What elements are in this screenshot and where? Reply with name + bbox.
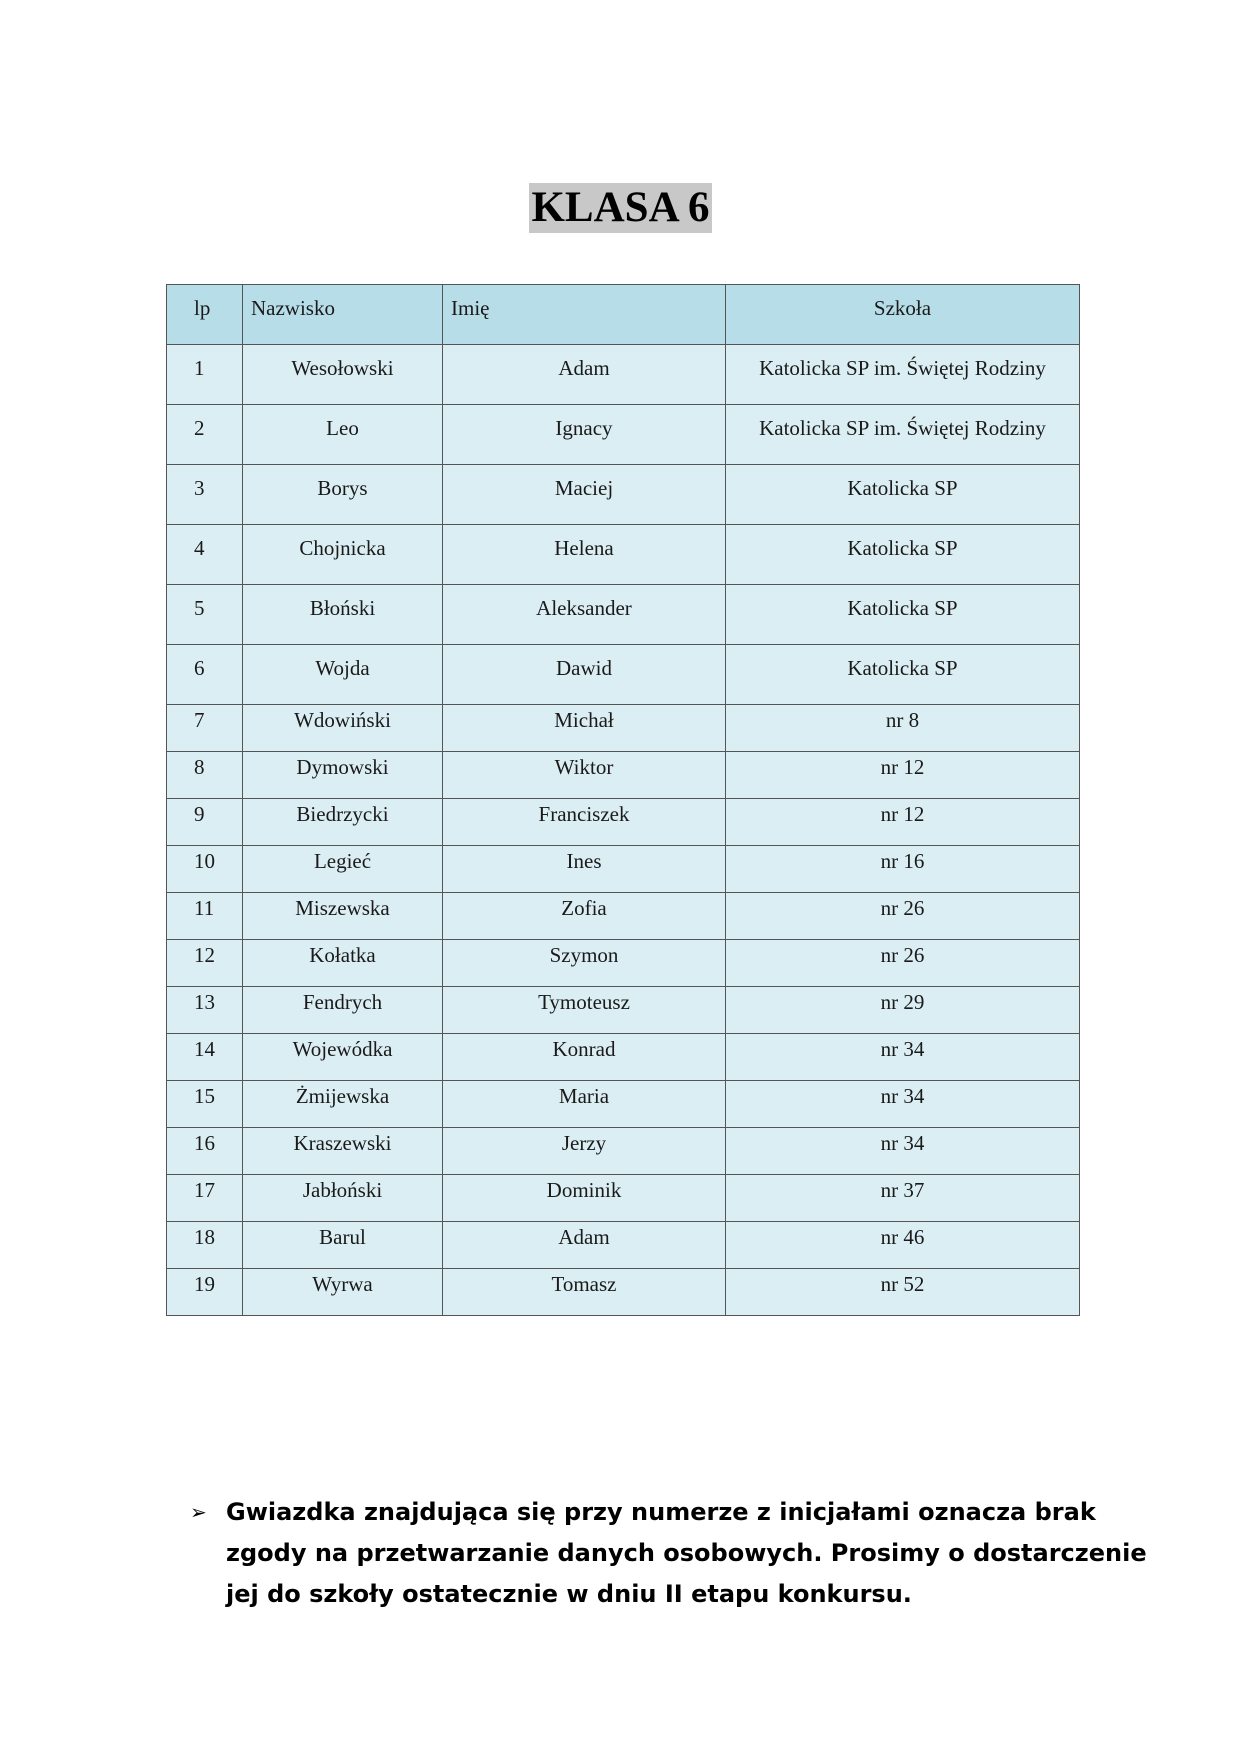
header-surname: Nazwisko	[243, 285, 443, 345]
cell-name: Szymon	[443, 940, 726, 987]
cell-school: nr 52	[726, 1269, 1080, 1316]
cell-name: Zofia	[443, 893, 726, 940]
cell-school: Katolicka SP	[726, 645, 1080, 705]
table-row	[167, 1128, 1080, 1175]
cell-surname: Dymowski	[243, 752, 443, 799]
cell-name: Aleksander	[443, 585, 726, 645]
cell-surname: Fendrych	[243, 987, 443, 1034]
table-row	[167, 585, 1080, 645]
table-body	[167, 345, 1080, 1316]
cell-surname: Wdowiński	[243, 705, 443, 752]
table-header-row	[167, 285, 1080, 345]
table-row	[167, 1222, 1080, 1269]
consent-note	[190, 1492, 1180, 1615]
cell-school: nr 12	[726, 799, 1080, 846]
table-row	[167, 799, 1080, 846]
cell-school: nr 12	[726, 752, 1080, 799]
table-row	[167, 1081, 1080, 1128]
cell-lp: 3	[167, 465, 243, 525]
cell-surname: Chojnicka	[243, 525, 443, 585]
cell-name: Franciszek	[443, 799, 726, 846]
cell-lp: 8	[167, 752, 243, 799]
table-row	[167, 752, 1080, 799]
cell-surname: Legieć	[243, 846, 443, 893]
cell-lp: 6	[167, 645, 243, 705]
cell-lp: 10	[167, 846, 243, 893]
cell-lp: 16	[167, 1128, 243, 1175]
cell-name: Dawid	[443, 645, 726, 705]
header-lp: lp	[167, 285, 243, 345]
title-container	[0, 183, 1241, 233]
cell-lp: 19	[167, 1269, 243, 1316]
cell-school: nr 8	[726, 705, 1080, 752]
cell-surname: Kołatka	[243, 940, 443, 987]
cell-surname: Wojewódka	[243, 1034, 443, 1081]
table-row	[167, 345, 1080, 405]
cell-name: Ines	[443, 846, 726, 893]
cell-surname: Błoński	[243, 585, 443, 645]
cell-name: Michał	[443, 705, 726, 752]
cell-name: Tymoteusz	[443, 987, 726, 1034]
cell-surname: Leo	[243, 405, 443, 465]
cell-name: Dominik	[443, 1175, 726, 1222]
consent-note-text: Gwiazdka znajdująca się przy numerze z inicjałami oznacza brak zgody na przetwarzanie danych osobowych. Prosimy o dostarczenie jej do szkoły ostatecznie w dniu II etapu konkursu.	[226, 1498, 1147, 1608]
cell-lp: 13	[167, 987, 243, 1034]
cell-lp: 9	[167, 799, 243, 846]
table-row	[167, 705, 1080, 752]
table-row	[167, 405, 1080, 465]
participants-table	[166, 284, 1080, 1316]
cell-surname: Borys	[243, 465, 443, 525]
cell-school: Katolicka SP im. Świętej Rodziny	[726, 405, 1080, 465]
table-row	[167, 465, 1080, 525]
arrowhead-bullet-icon: ➢	[190, 1500, 207, 1524]
header-school: Szkoła	[726, 285, 1080, 345]
cell-surname: Wojda	[243, 645, 443, 705]
cell-school: nr 34	[726, 1128, 1080, 1175]
cell-surname: Jabłoński	[243, 1175, 443, 1222]
table-row	[167, 525, 1080, 585]
cell-lp: 17	[167, 1175, 243, 1222]
cell-school: nr 34	[726, 1081, 1080, 1128]
cell-school: nr 34	[726, 1034, 1080, 1081]
table-row	[167, 987, 1080, 1034]
cell-lp: 11	[167, 893, 243, 940]
cell-surname: Miszewska	[243, 893, 443, 940]
cell-name: Konrad	[443, 1034, 726, 1081]
cell-name: Tomasz	[443, 1269, 726, 1316]
cell-name: Maciej	[443, 465, 726, 525]
table-row	[167, 1034, 1080, 1081]
cell-surname: Wyrwa	[243, 1269, 443, 1316]
table-row	[167, 893, 1080, 940]
cell-lp: 14	[167, 1034, 243, 1081]
cell-lp: 12	[167, 940, 243, 987]
cell-name: Adam	[443, 1222, 726, 1269]
cell-surname: Kraszewski	[243, 1128, 443, 1175]
table-row	[167, 1269, 1080, 1316]
cell-surname: Żmijewska	[243, 1081, 443, 1128]
table-row	[167, 1175, 1080, 1222]
cell-school: nr 16	[726, 846, 1080, 893]
table-row	[167, 940, 1080, 987]
cell-name: Jerzy	[443, 1128, 726, 1175]
cell-lp: 2	[167, 405, 243, 465]
cell-lp: 15	[167, 1081, 243, 1128]
cell-school: Katolicka SP im. Świętej Rodziny	[726, 345, 1080, 405]
cell-school: nr 37	[726, 1175, 1080, 1222]
cell-name: Adam	[443, 345, 726, 405]
cell-name: Helena	[443, 525, 726, 585]
cell-name: Maria	[443, 1081, 726, 1128]
page-title: KLASA 6	[531, 184, 710, 231]
cell-lp: 5	[167, 585, 243, 645]
table-row	[167, 645, 1080, 705]
cell-school: Katolicka SP	[726, 465, 1080, 525]
cell-lp: 7	[167, 705, 243, 752]
cell-school: nr 29	[726, 987, 1080, 1034]
cell-school: nr 46	[726, 1222, 1080, 1269]
cell-lp: 18	[167, 1222, 243, 1269]
cell-name: Wiktor	[443, 752, 726, 799]
cell-name: Ignacy	[443, 405, 726, 465]
header-name: Imię	[443, 285, 726, 345]
cell-school: nr 26	[726, 940, 1080, 987]
cell-surname: Wesołowski	[243, 345, 443, 405]
cell-school: Katolicka SP	[726, 585, 1080, 645]
cell-school: nr 26	[726, 893, 1080, 940]
cell-lp: 1	[167, 345, 243, 405]
table-row	[167, 846, 1080, 893]
cell-school: Katolicka SP	[726, 525, 1080, 585]
cell-lp: 4	[167, 525, 243, 585]
cell-surname: Barul	[243, 1222, 443, 1269]
cell-surname: Biedrzycki	[243, 799, 443, 846]
